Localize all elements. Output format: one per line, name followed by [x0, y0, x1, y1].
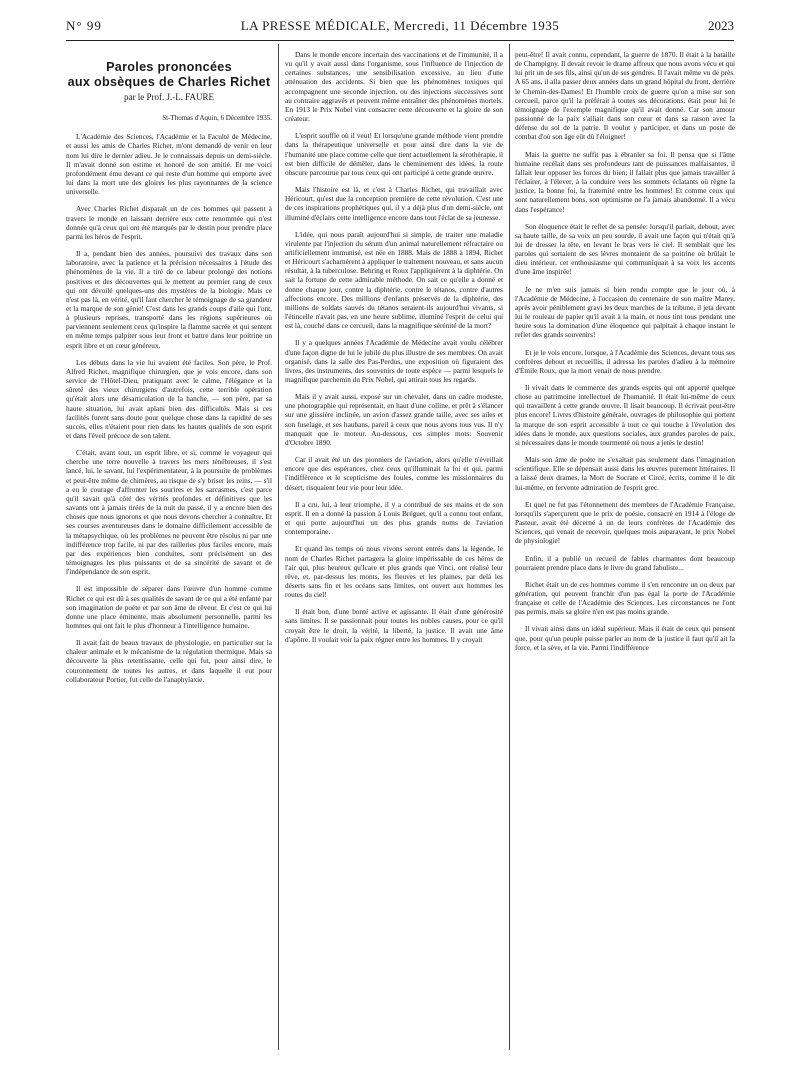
- paragraph: L'Académie des Sciences, l'Académie et la Faculté de Médecine, et aussi les amis de Charles Richet, m'ont demandé de venir en leur nom lui dire le dernier adieu. Je le connaissais depuis un demi-siècle. Il m'avait donné son estime et honoré de son amitié. Et me voici profondément ému devant ce qui reste d'un homme qui emporte avec lui dans la mort une des gloires les plus rayonnantes de la science universelle.: [66, 132, 272, 197]
- paragraph: Les débuts dans la vie lui avaient été faciles. Son père, le Prof. Alfred Richet, magnifique chirurgien, que je vois encore, dans son service de l'Hôtel-Dieu, pratiquant avec le calme, l'élégance et la sûreté des vieux chirurgiens d'autrefois, cette terrible opération qu'était alors une désarticulation de la hanche, — son père, par sa haute situation, lui avait aplani bien des difficultés. Mais si ces facilités furent sans doute pour quelque chose dans la rapidité de ses succès, elles n'étaient pour rien dans les hautes qualités de son esprit et dans l'éveil précoce de son talent.: [66, 357, 272, 440]
- article-dateline: St-Thomas d'Aquin, 6 Décembre 1935.: [162, 114, 272, 123]
- paragraph: C'était, avant tout, un esprit libre, et si, comme le voyageur qui cherche une terre nouvelle à travers les mers ténébreuses, il s'est lancé, lui, le savant, lui l'expérimentateur, à la poursuite de problèmes et peut-être même de chimères, au risque de s'y briser les reins, — s'il a eu le courage d'affronter les sourires et les sarcasmes, c'est parce qu'il savait qu'à côté des vérités profondes et définitives que les savants ont à jamais tirées de la nuit du passé, il y a encore bien des choses que nous ignorons et que nous devons chercher à connaître. Et ses courses aventureuses dans le domaine difficilement accessible de la métapsychique, où les problèmes ne peuvent être résolus ni par une indifférence trop facile, ni par des railleries plus faciles encore, mais par des expériences bien conduites, sont précisément un des témoignages les plus puissants et de sa sincérité de savant et de l'indépendance de son esprit.: [66, 448, 272, 577]
- paragraph: L'idée, qui nous paraît aujourd'hui si simple, de traiter une maladie virulente par l'injection du sérum d'un animal naturellement réfractaire ou artificiellement immunisé, est née en 1888. Mais de 1888 à 1894, Richet et Héricourt s'acharnèrent à appliquer le traitement nouveau, et sans aucun résultat, à la tuberculose. Behring et Roux l'appliquèrent à la diphtérie. On sait la fortune de cette admirable méthode. On sait ce qu'elle a donné et donne chaque jour, contre la diphtérie, contre le tétanos, contre d'autres affections encore. Des millions d'enfants préservés de la diphtérie, des millions de soldats sauvés du tétanos seraient-ils aujourd'hui vivants, si l'étincelle n'avait pas, en une heure sublime, illuminé l'esprit de celui qui est là, couché dans ce cercueil, dans la magnifique sérénité de la mort?: [285, 229, 503, 331]
- paragraph: Avec Charles Richet disparaît un de ces hommes qui passent à travers le monde en laissant derrière eux cette renommée qui n'est donnée qu'à ceux qui ont été marqués par le destin pour prendre place parmi les héros de l'esprit.: [66, 204, 272, 241]
- paragraph: Car il avait été un des pionniers de l'aviation, alors qu'elle n'éveillait encore que des espérances, chez ceux qu'illuminait la foi et qui, parmi l'indifférence et le scepticisme des foules, comme les missionnaires du désert, risquaient leur vie pour leur idée.: [285, 455, 503, 492]
- issue-number: N° 99: [66, 18, 102, 33]
- paragraph: Dans le monde encore incertain des vaccinations et de l'immunité, il a vu qu'il y avait aussi dans l'organisme, sous l'influence de l'injection de certaines substances, une sensibilisation excessive, au lieu d'une atténuation des accidents. Si bien que les phénomènes toxiques qui accompagnent une seconde injection, ou des injections successives sont au contraire aggravés et peuvent même entraîner des phénomènes mortels. En 1913 le Prix Nobel vint consacrer cette découverte et la gloire de son créateur.: [285, 50, 503, 124]
- paragraph: Mais l'histoire est là, et c'est à Charles Richet, qui travaillait avec Héricourt, qu'est due la conception première de cette révolution. C'est une de ces inspirations prophétiques qui, il y a déjà plus d'un demi-siècle, ont illuminé d'éclairs cette intelligence encore dans tout l'éclat de sa jeunesse.: [285, 185, 503, 222]
- article-title-line2: aux obsèques de Charles Richet: [67, 75, 271, 89]
- column-right: [515, 50, 735, 652]
- paragraph: Il est impossible de séparer dans l'œuvre d'un homme comme Richet ce qui est dû à ses qualités de savant de ce qui a été enfanté par son imagination de poète et par son âme de rêveur. Et c'est ce qui lui donne une place éminente, mais absolument personnelle, parmi les hommes qui ont fait le plus d'honneur à l'intelligence humaine.: [66, 584, 272, 630]
- paragraph: Il vivait dans le commerce des grands esprits qui ont apporté quelque chose au patrimoine intellectuel de l'humanité. Il était lui-même de ceux qui travaillent à cette grande œuvre. Il lisait beaucoup. Il écrivait peut-être plus encore! Livres d'histoire générale, ouvrages de philosophie qui portent la marque de son esprit accessible à tout ce qui touche à l'évolution des idées dans le monde, aux questions sociales, aux grandes paroles de paix, si nécessaires dans le monde tourmenté où nous a jetés le destin!: [515, 383, 735, 447]
- article-heading: [66, 60, 272, 102]
- paragraph: Mais la guerre ne suffit pas à ébranler sa foi. Il pensa que si l'âme humaine recélait dans ses profondeurs tant de puissances malfaisantes, il fallait leur opposer les forces du bien; il fallait plus que jamais travailler à l'éclairer, à l'élever, à la conduire vers les sommets éclatants où règne la justice, la bonne foi, la fraternité entre les hommes! Et comme ceux qui sont naturellement bons, son optimisme ne l'a jamais abandonné. Il a vécu dans l'espérance!: [515, 149, 735, 214]
- paragraph: Il avait fait de beaux travaux de physiologie, en particulier sur la chaleur animale et le mécanisme de la régulation thermique. Mais sa découverte la plus retentissante, celle qui fut, pour ainsi dire, le couronnement de toutes les autres, et dans laquelle il eut pour collaborateur Portier, fut celle de l'anaphylaxie.: [66, 638, 272, 684]
- paragraph: Il a cru, lui, à leur triomphe, il y a contribué de ses mains et de son esprit. Il en a donné la passion à Louis Bréguet, qu'il a connu tout enfant, et qui porte aujourd'hui un des plus grands noms de l'aviation contemporaine.: [285, 499, 503, 537]
- paragraph: Il vivait ainsi dans un idéal supérieur. Mais il était de ceux qui pensent que, pour qu'un peuple puisse parler au nom de la justice il faut qu'il ait la force, et la sève, et la vie. Parmi l'indifférence: [515, 624, 735, 652]
- paragraph: Je ne m'en suis jamais si bien rendu compte que le jour où, à l'Académie de Médecine, à l'occasion du centenaire de son maître Marey, après avoir péniblement gravi les deux marches de la tribune, il jeta devant lui le rouleau de papier qu'il avait à la main, et nous tint tous pendant une heure sous la domination d'une éloquence qui palpitait à chaque instant le reflet des grands souvenirs!: [515, 284, 735, 340]
- paragraph: Il était bon, d'une bonté active et agissante. Il était d'une générosité sans limites. Il se passionnait pour toutes les nobles causes, pour ce qu'il croyait être le droit, la vérité, la liberté, la justice. Il avait une âme d'apôtre. Il voulait voir la paix régner entre les hommes. Il y croyait: [285, 607, 503, 644]
- paragraph: Richet était un de ces hommes comme il s'en rencontre un ou deux par génération, qui peuvent franchir d'un pas égal la porte de l'Académie française et celle de l'Académie des Sciences. Les circonstances ne l'ont pas permis, mais sa gloire n'en est pas moins grande.: [515, 579, 735, 617]
- paragraph: L'esprit souffle où il veut! Et lorsqu'une grande méthode vient prendre dans la thérapeutique universelle et pour ainsi dire dans la vie de l'humanité une place comme celle que tient actuellement la sérothérapie, il est bien difficile de démêler, dans le cheminement des idées, la route obscure parcourue par tous ceux qui ont participé à cette grande œuvre.: [285, 131, 503, 177]
- paragraph: Il y a quelques années l'Académie de Médecine avait voulu célébrer d'une façon digne de lui le jubilé du plus illustre de ses membres. On avait organisé, dans la salle des Pas-Perdus, une exposition où figuraient des livres, des instruments, des souvenirs de toute espèce — parmi lesquels le magnifique parchemin du Prix Nobel, qui attirait tous les regards.: [285, 338, 503, 384]
- article-title-line1: Paroles prononcées: [106, 60, 232, 74]
- column-middle: [285, 50, 503, 644]
- paragraph: Et je le vois encore, lorsque, à l'Académie des Sciences, devant tous ses confrères debout et recueillis, il adressa les paroles d'adieu à la mémoire d'Émile Roux, que la mort venait de nous prendre.: [515, 347, 735, 375]
- paragraph: Et quel ne fut pas l'étonnement des membres de l'Académie Française, lorsqu'ils s'aperçurent que le prix de poésie, consacré en 1914 à l'éloge de Pasteur, avait été décerné à un de leurs confrères de l'Académie des Sciences, qui venait de recevoir, quelques mois auparavant, le prix Nobel de physiologie!: [515, 499, 735, 546]
- paragraph: Son éloquence était le reflet de sa pensée: lorsqu'il parlait, debout, avec sa haute taille, de sa voix un peu sourde, il avait une façon qui n'était qu'à lui de dresser la tête, en levant le bras vers le ciel. Il semblait que les paroles qui sortaient de ses lèvres montaient de sa poitrine où brûlait le dieu intérieur, cet enthousiasme qui communiquait à sa voix les accents d'une âme inspirée!: [515, 221, 735, 277]
- journal-title: LA PRESSE MÉDICALE, Mercredi, 11 Décembre 1935: [240, 18, 560, 33]
- column-divider: [278, 44, 279, 1050]
- column-divider: [509, 44, 510, 1050]
- header-rule: [66, 40, 734, 41]
- column-left: [66, 50, 272, 684]
- running-header: [66, 18, 734, 40]
- paragraph: Et quand les temps où nous vivons seront entrés dans la légende, le nom de Charles Richet partagera la gloire impérissable de ces héros de l'air qui, plus heureux qu'Icare et plus grands que Vinci, ont réalisé leur rêve, et, par-dessus les monts, les fleuves et les plaines, par delà les déserts sans fin et les océans sans limites, ont ouvert aux hommes les routes du ciel!: [285, 544, 503, 600]
- article-byline: par le Prof. J.-L. FAURE: [123, 92, 215, 102]
- paragraph: Il a, pendant bien des années, poursuivi des travaux dans son laboratoire, avec la patience et la précision nécessaires à l'étude des phénomènes de la vie. Il a tiré de ce labeur prolongé des notions positives et des découvertes qui le mettent au premier rang de ceux qui ont dévoilé quelques-uns des mystères de la biologie. Mais ce n'est pas là, en vérité, qu'il faut chercher le témoignage de sa grandeur et la marque de son génie! C'est dans les grands coups d'aile qui l'ont, à plusieurs reprises, transporté dans les régions supérieures où parviennent seulement ceux qu'inspire la flamme sacrée et qui sentent en même temps palpiter sous leur front et battre dans leur poitrine un esprit libre et un cœur généreux.: [66, 249, 272, 350]
- page-number: 2023: [708, 18, 734, 33]
- paragraph: peut-être! Il avait connu, cependant, la guerre de 1870. Il était à la bataille de Champigny. Il devait revoir le drame affreux que nous avons vécu et qui lui prit un de ses fils, ainsi qu'un de ses gendres. Il l'avait même vu de près. A 65 ans, il alla passer deux années dans un grand hôpital du front, derrière le Chemin-des-Dames! Et l'humble croix de guerre qu'on a mise sur son cercueil, parce qu'il la préférait à toutes ses décorations, était pour lui le témoignage de l'exemple magnifique qu'il avait donné. Car son amour passionné de la paix s'alliait dans son cœur et dans sa raison avec la défense du sol de la patrie. Il voulut y participer, et dans un poste de combat d'où son âge eût dû l'éloigner!: [515, 50, 735, 142]
- paragraph: Enfin, il a publié un recueil de fables charmantes dont beaucoup pourraient prendre place dans le livre du grand fabuliste...: [515, 553, 735, 572]
- paragraph: Mais son âme de poète ne s'exaltait pas seulement dans l'imagination scientifique. Elle se dépensait aussi dans les œuvres purement littéraires. Il a laissé deux drames, la Mort de Socrate et Circé, écrits, comme il le dit lui-même, en fervente admiration de l'esprit grec.: [515, 455, 735, 492]
- paragraph: Mais il y avait aussi, exposé sur un chevalet, dans un cadre modeste, une photographie qui représentait, en haut d'une colline, et prêt à s'élancer sur une glissière inclinée, un avion d'assez grande taille, avec ses ailes et son fuselage, et ses haubans, pareil à ceux que nous avons tous vus. Il n'y manquait que le moteur. Au-dessous, ces simples mots: Souvenir d'Octobre 1890.: [285, 392, 503, 447]
